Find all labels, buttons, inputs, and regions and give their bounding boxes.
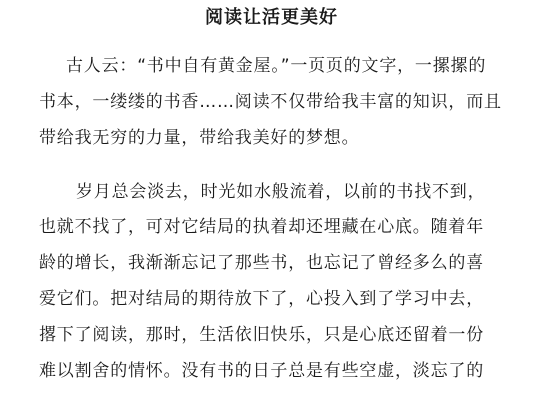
text-line: 古人云：“书中自有黄金屋。”一页页的文字，一摞摞的 bbox=[66, 56, 487, 76]
text-line: 爱它们。把对结局的期待放下了，心投入到了学习中去， bbox=[39, 289, 484, 309]
text-line: 撂下了阅读，那时，生活依旧快乐，只是心底还留着一份 bbox=[39, 325, 484, 345]
text-line: 岁月总会淡去，时光如水般流着，以前的书找不到， bbox=[76, 182, 486, 202]
text-line: 难以割舍的情怀。没有书的日子总是有些空虚，淡忘了的 bbox=[39, 361, 484, 381]
text-line: 书本，一缕缕的书香……阅读不仅带给我丰富的知识，而且 bbox=[39, 92, 502, 112]
text-line: 也就不找了，可对它结局的执着却还埋藏在心底。随着年 bbox=[39, 217, 484, 237]
text-line: 带给我无穷的力量，带给我美好的梦想。 bbox=[39, 128, 360, 148]
text-line: 龄的增长，我渐渐忘记了那些书，也忘记了曾经多么的喜 bbox=[39, 253, 484, 273]
document-title: 阅读让活更美好 bbox=[205, 7, 338, 28]
